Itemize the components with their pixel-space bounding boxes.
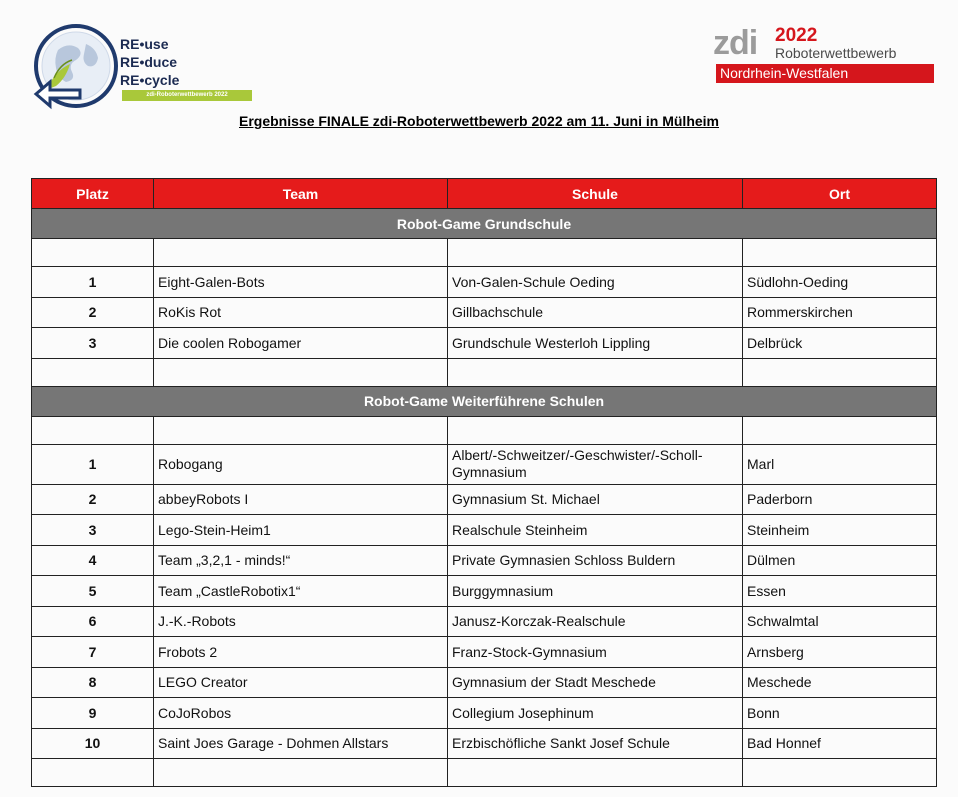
slogan-reduce: RE•duce xyxy=(120,54,178,70)
school-cell: Von-Galen-Schule Oeding xyxy=(448,267,743,298)
school-cell: Collegium Josephinum xyxy=(448,698,743,729)
blank-row xyxy=(32,239,937,267)
reuse-slogan xyxy=(120,35,179,89)
school-cell: Realschule Steinheim xyxy=(448,515,743,546)
table-row xyxy=(32,576,937,607)
section-title-grundschule: Robot-Game Grundschule xyxy=(32,209,937,239)
team-cell: Lego-Stein-Heim1 xyxy=(154,515,448,546)
slogan-reuse: RE•use xyxy=(120,36,169,52)
place-cell: Bonn xyxy=(743,698,937,729)
slogan-recycle: RE•cycle xyxy=(120,72,180,88)
team-cell: Frobots 2 xyxy=(154,637,448,668)
section-row xyxy=(32,386,937,416)
rank-cell: 9 xyxy=(32,698,154,729)
table-row xyxy=(32,267,937,298)
rank-cell: 3 xyxy=(32,328,154,359)
rank-cell: 2 xyxy=(32,297,154,328)
place-cell: Meschede xyxy=(743,667,937,698)
school-cell: Gymnasium der Stadt Meschede xyxy=(448,667,743,698)
zdi-region: Nordrhein-Westfalen xyxy=(716,64,934,83)
table-row xyxy=(32,545,937,576)
table-row xyxy=(32,515,937,546)
place-cell: Arnsberg xyxy=(743,637,937,668)
team-cell: abbeyRobots I xyxy=(154,484,448,515)
team-cell: CoJoRobos xyxy=(154,698,448,729)
zdi-title: Roboterwettbewerb xyxy=(775,45,897,61)
reuse-logo xyxy=(28,20,268,115)
team-cell: Team „3,2,1 - minds!“ xyxy=(154,545,448,576)
globe-recycle-icon xyxy=(28,20,123,115)
place-cell: Delbrück xyxy=(743,328,937,359)
team-cell: Robogang xyxy=(154,444,448,484)
school-cell: Janusz-Korczak-Realschule xyxy=(448,606,743,637)
table-row xyxy=(32,728,937,759)
header-platz: Platz xyxy=(32,179,154,209)
table-row xyxy=(32,637,937,668)
school-cell: Private Gymnasien Schloss Buldern xyxy=(448,545,743,576)
table-header-row xyxy=(32,179,937,209)
table-row xyxy=(32,606,937,637)
table-row xyxy=(32,444,937,484)
table-row xyxy=(32,297,937,328)
place-cell: Marl xyxy=(743,444,937,484)
section-title-weiterfuehrende: Robot-Game Weiterführene Schulen xyxy=(32,386,937,416)
rank-cell: 1 xyxy=(32,444,154,484)
school-cell: Gillbachschule xyxy=(448,297,743,328)
place-cell: Bad Honnef xyxy=(743,728,937,759)
place-cell: Schwalmtal xyxy=(743,606,937,637)
rank-cell: 6 xyxy=(32,606,154,637)
header-team: Team xyxy=(154,179,448,209)
results-table xyxy=(31,178,937,787)
rank-cell: 1 xyxy=(32,267,154,298)
blank-row xyxy=(32,759,937,787)
blank-row xyxy=(32,416,937,444)
blank-row xyxy=(32,358,937,386)
place-cell: Paderborn xyxy=(743,484,937,515)
team-cell: RoKis Rot xyxy=(154,297,448,328)
place-cell: Essen xyxy=(743,576,937,607)
school-cell: Erzbischöfliche Sankt Josef Schule xyxy=(448,728,743,759)
place-cell: Südlohn-Oeding xyxy=(743,267,937,298)
place-cell: Rommerskirchen xyxy=(743,297,937,328)
rank-cell: 10 xyxy=(32,728,154,759)
team-cell: Eight-Galen-Bots xyxy=(154,267,448,298)
rank-cell: 8 xyxy=(32,667,154,698)
school-cell: Gymnasium St. Michael xyxy=(448,484,743,515)
rank-cell: 7 xyxy=(32,637,154,668)
rank-cell: 3 xyxy=(32,515,154,546)
zdi-wordmark: zdi xyxy=(713,24,758,62)
school-cell: Franz-Stock-Gymnasium xyxy=(448,637,743,668)
header-ort: Ort xyxy=(743,179,937,209)
table-row xyxy=(32,698,937,729)
table-row xyxy=(32,484,937,515)
header-schule: Schule xyxy=(448,179,743,209)
zdi-year: 2022 xyxy=(775,25,818,46)
table-row xyxy=(32,667,937,698)
page-title: Ergebnisse FINALE zdi-Roboterwettbewerb 2022 am 11. Juni in Mülheim xyxy=(239,113,719,129)
team-cell: J.-K.-Robots xyxy=(154,606,448,637)
team-cell: Saint Joes Garage - Dohmen Allstars xyxy=(154,728,448,759)
logo-band-text: zdi-Roboterwettbewerb 2022 xyxy=(122,90,252,101)
zdi-logo xyxy=(713,26,938,86)
rank-cell: 5 xyxy=(32,576,154,607)
team-cell: Die coolen Robogamer xyxy=(154,328,448,359)
school-cell: Grundschule Westerloh Lippling xyxy=(448,328,743,359)
team-cell: LEGO Creator xyxy=(154,667,448,698)
rank-cell: 4 xyxy=(32,545,154,576)
rank-cell: 2 xyxy=(32,484,154,515)
school-cell: Albert/-Schweitzer/-Geschwister/-Scholl-Gymnasium xyxy=(448,444,743,484)
place-cell: Steinheim xyxy=(743,515,937,546)
section-row xyxy=(32,209,937,239)
school-cell: Burggymnasium xyxy=(448,576,743,607)
place-cell: Dülmen xyxy=(743,545,937,576)
team-cell: Team „CastleRobotix1“ xyxy=(154,576,448,607)
table-row xyxy=(32,328,937,359)
